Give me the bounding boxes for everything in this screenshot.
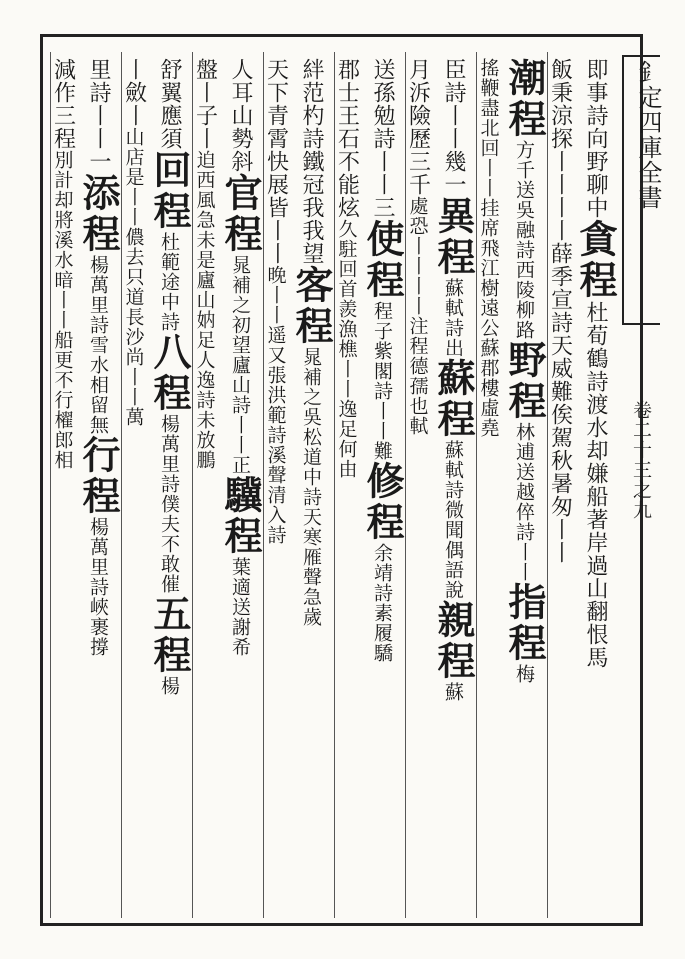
annotation-text: 蘇軾詩微聞偶語說 [442, 440, 464, 600]
headword: 蘇 [431, 358, 476, 399]
headword: 異 [431, 196, 476, 237]
column-text: 飯秉涼探丨丨 [547, 58, 573, 196]
headword: 官 [218, 173, 263, 214]
annotation-text: 晁補之吳松道中詩天寒雁聲急歲 [300, 347, 322, 627]
column-text: 里詩丨丨一 [86, 58, 111, 173]
text-column [334, 58, 370, 918]
annotation-text: 晚丨丨遥又張洪範詩溪聲清入詩 [264, 265, 287, 545]
column-divider [334, 52, 335, 918]
headword: 程 [289, 306, 334, 347]
headword: 程 [573, 260, 618, 301]
column-text: 盤丨子丨 [192, 58, 218, 150]
headword: 貪 [573, 219, 618, 260]
volume-label: 卷二十三之九 [630, 400, 652, 520]
headword: 程 [76, 476, 121, 517]
headword: 程 [76, 214, 121, 255]
headword: 野 [502, 340, 547, 381]
annotation-text: 蘇 [442, 682, 464, 702]
text-column [218, 58, 264, 918]
text-column [50, 58, 86, 918]
column-text: 月泝險歷三千 [405, 58, 431, 196]
annotation-text: 杜荀鶴詩渡水却嫌船著岸過山翻恨馬 [583, 301, 608, 669]
column-text: 郡士王石不能炫 [334, 58, 360, 219]
headword: 五 [147, 594, 192, 635]
column-text: 人耳山勢斜 [228, 58, 253, 173]
annotation-text: 晁補之初望廬山詩丨丨正 [229, 255, 251, 475]
headword: 程 [360, 502, 405, 543]
annotation-text: 杜範途中詩 [158, 232, 180, 332]
text-column [121, 58, 157, 918]
headword: 程 [502, 381, 547, 422]
headword: 使 [360, 219, 405, 260]
text-column [502, 58, 548, 918]
headword: 程 [502, 99, 547, 140]
text-column [192, 58, 228, 918]
column-divider [263, 52, 264, 918]
headword: 回 [147, 150, 192, 191]
annotation-text: 楊 [158, 676, 180, 696]
column-text: 天下青霄快展皆丨丨 [263, 58, 289, 265]
annotation-text: 丨丨薛季宣詩天威難俟駕秋暑匆丨丨 [547, 196, 573, 564]
annotation-text: 楊萬里詩雪水相留無 [87, 255, 109, 435]
annotation-text: 搖鞭盡北回丨丨挂席飛江樹遠公蘇郡樓虛堯 [477, 58, 500, 438]
annotation-text: 楊萬里詩峽裹撐 [87, 517, 109, 657]
column-divider [121, 52, 122, 918]
headword: 修 [360, 461, 405, 502]
annotation-text: 方千送吳融詩西陵柳路 [513, 140, 535, 340]
column-divider [405, 52, 406, 918]
headword: 程 [431, 399, 476, 440]
headword: 潮 [502, 58, 547, 99]
annotation-text: 余靖詩素履驕 [371, 543, 393, 663]
text-column [405, 58, 441, 918]
headword: 程 [431, 237, 476, 278]
annotation-text: 林逋送越倅詩丨丨 [513, 422, 535, 582]
text-column [147, 58, 193, 918]
headword: 驥 [218, 475, 263, 516]
text-column [289, 58, 335, 918]
text-column [547, 58, 583, 918]
headword: 程 [147, 373, 192, 414]
text-column [573, 58, 619, 918]
column-text: 減作三程 [50, 58, 76, 150]
column-divider [50, 52, 51, 918]
headword: 程 [147, 635, 192, 676]
headword: 添 [76, 173, 121, 214]
annotation-text: 葉適送謝希 [229, 557, 251, 657]
annotation-text: 楊萬里詩僕夫不敢催 [158, 414, 180, 594]
column-divider [547, 52, 548, 918]
column-text: 臣詩丨丨幾一 [441, 58, 466, 196]
headword: 親 [431, 600, 476, 641]
text-column [263, 58, 299, 918]
annotation-text: 程子紫閣詩丨丨難 [371, 301, 393, 461]
annotation-text: 久駐回首羨漁樵丨丨逸足何由 [335, 219, 358, 479]
column-divider [476, 52, 477, 918]
annotation-text: 山店是丨丨儂去只道長沙尚丨丨萬 [122, 127, 145, 427]
text-column [76, 58, 122, 918]
headword: 指 [502, 582, 547, 623]
headword: 程 [147, 191, 192, 232]
column-text: 丨斂丨 [121, 58, 147, 127]
text-column [476, 58, 512, 918]
headword: 程 [431, 641, 476, 682]
text-column [431, 58, 477, 918]
headword: 程 [360, 260, 405, 301]
annotation-text: 蘇軾詩出 [442, 278, 464, 358]
headword: 程 [218, 214, 263, 255]
book-title: 釒定四庫全書 [634, 60, 662, 210]
annotation-text: 別計却將溪水暗丨丨船更不行櫂郎相 [51, 150, 74, 470]
column-text: 即事詩向野聊中 [583, 58, 608, 219]
annotation-text: 處恐丨丨丨丨注程德孺也軾 [406, 196, 429, 436]
headword: 程 [218, 516, 263, 557]
column-text: 絆范杓詩鐵冠我我望 [299, 58, 324, 265]
annotation-text: 迫西風急未是廬山妠足人逸詩未放鵬 [193, 150, 216, 470]
column-text: 送孫勉詩丨丨三 [370, 58, 395, 219]
headword: 程 [502, 623, 547, 664]
text-column [360, 58, 406, 918]
column-divider [192, 52, 193, 918]
annotation-text: 梅 [513, 664, 535, 684]
column-text: 舒翼應須 [157, 58, 182, 150]
headword: 客 [289, 265, 334, 306]
headword: 行 [76, 435, 121, 476]
headword: 八 [147, 332, 192, 373]
